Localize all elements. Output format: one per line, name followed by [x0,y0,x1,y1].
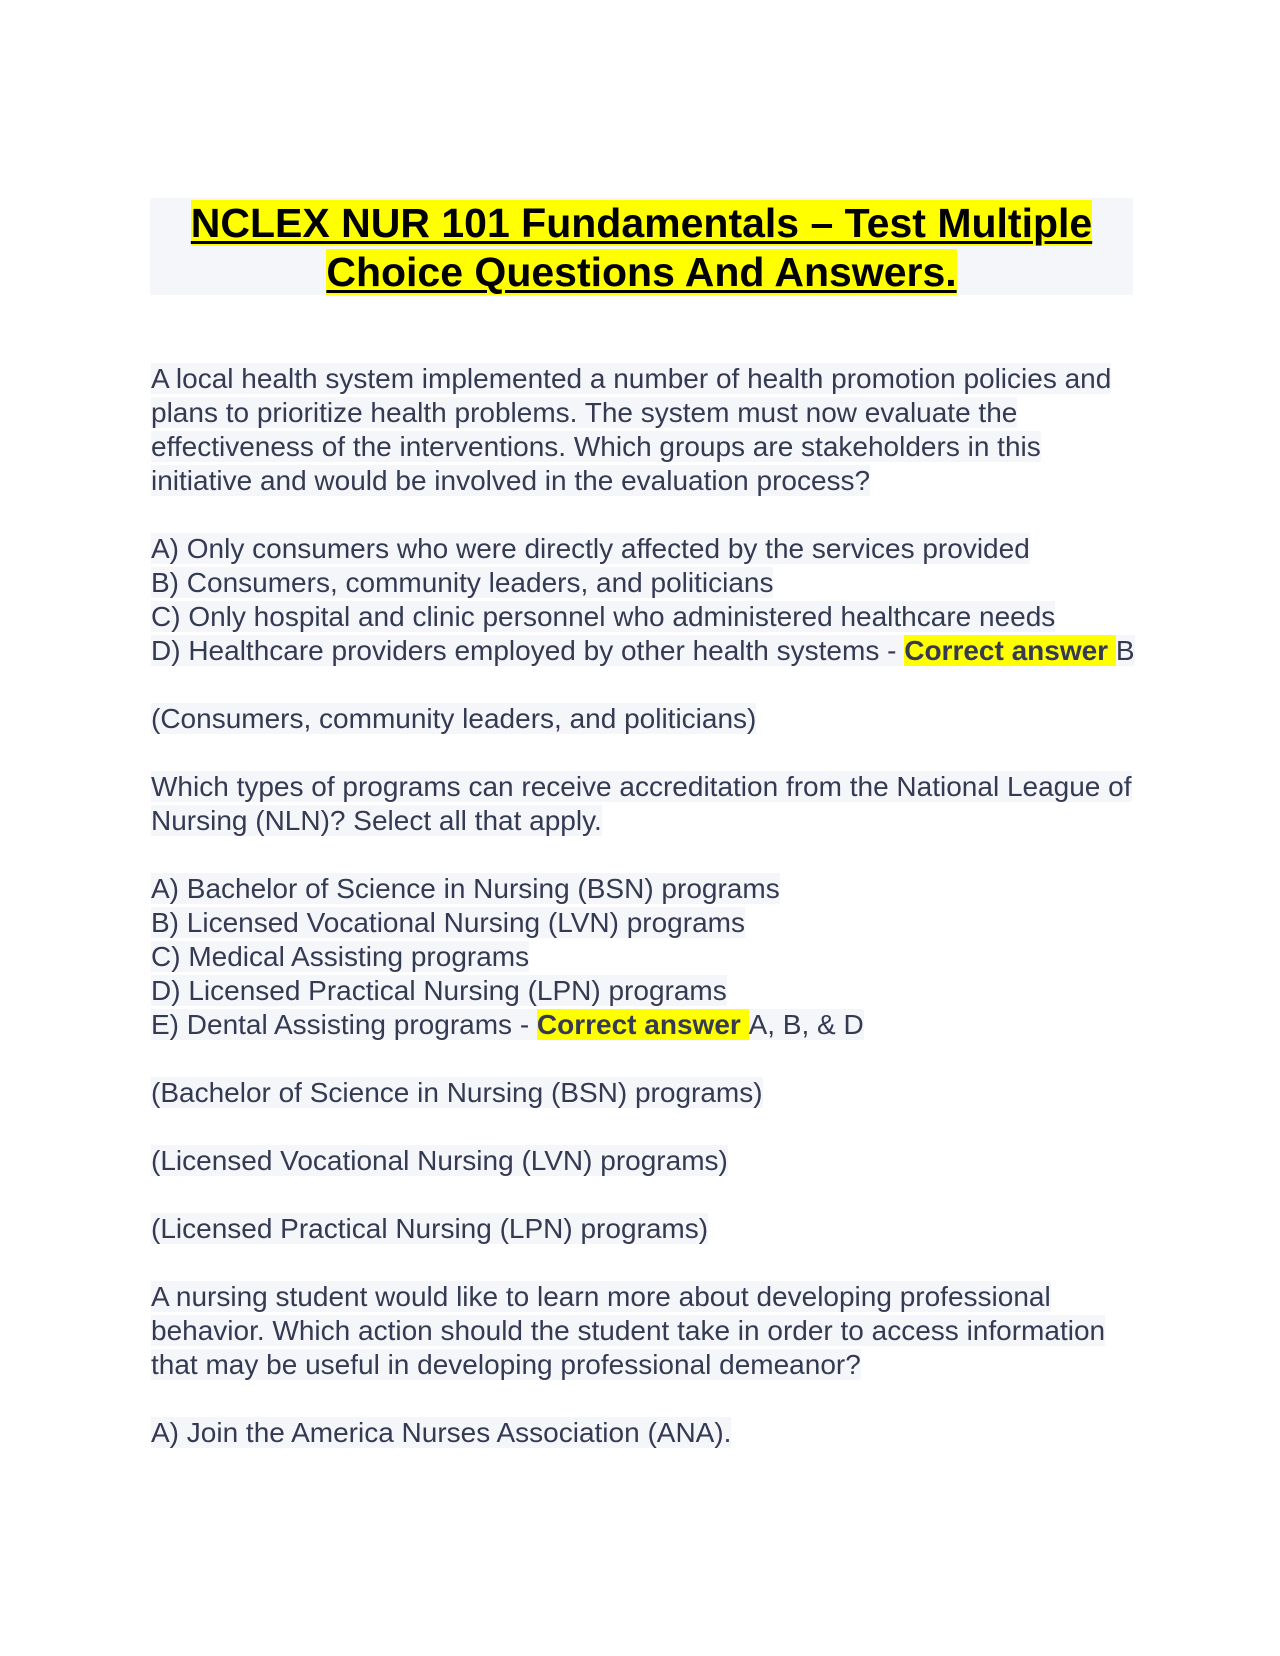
document-title [150,198,1133,295]
correct-answer-value: A, B, & D [748,1009,864,1040]
question-1-stem: A local health system implemented a number of health promotion policies and plans to prioritize health problems. The system must now evaluate the effectiveness of the interventions. Which groups are stakeholders in this initiative and would be involved in the evaluation process? [151,363,1112,496]
correct-answer-label: Correct answer [904,635,1116,666]
option: B) Licensed Vocational Nursing (LVN) programs [151,907,745,938]
question-3-stem: A nursing student would like to learn more about developing professional behavior. Which action should the student take in order to access information that may be useful in developing professional demeanor? [151,1281,1106,1380]
option-with-answer: E) Dental Assisting programs - Correct answer A, B, & D [151,1009,864,1040]
option: A) Bachelor of Science in Nursing (BSN) programs [151,873,780,904]
option: B) Consumers, community leaders, and politicians [151,567,774,598]
title-line-1: NCLEX NUR 101 Fundamentals – Test Multiple [190,200,1093,246]
question-2-stem: Which types of programs can receive accreditation from the National League of Nursing (NLN)? Select all that apply. [151,771,1132,836]
option: C) Medical Assisting programs [151,941,530,972]
question-2-explanation: (Bachelor of Science in Nursing (BSN) programs) [151,1077,763,1108]
question-2-explanation: (Licensed Vocational Nursing (LVN) programs) [151,1145,728,1176]
title-line-2: Choice Questions And Answers. [326,249,957,295]
question-2-explanation: (Licensed Practical Nursing (LPN) programs) [151,1213,709,1244]
question-1-options [151,532,1136,668]
option: A) Only consumers who were directly affected by the services provided [151,533,1030,564]
option: A) Join the America Nurses Association (ANA). [151,1417,732,1448]
question-1-explanation: (Consumers, community leaders, and politicians) [151,703,757,734]
option: C) Only hospital and clinic personnel who administered healthcare needs [151,601,1056,632]
option-with-answer: D) Healthcare providers employed by other health systems - Correct answer B [151,635,1135,666]
document-body [151,362,1136,1450]
question-2-options [151,872,1136,1042]
correct-answer-label: Correct answer [536,1009,749,1040]
question-3-options [151,1416,1136,1450]
correct-answer-value: B [1115,635,1135,666]
option: D) Licensed Practical Nursing (LPN) programs [151,975,727,1006]
